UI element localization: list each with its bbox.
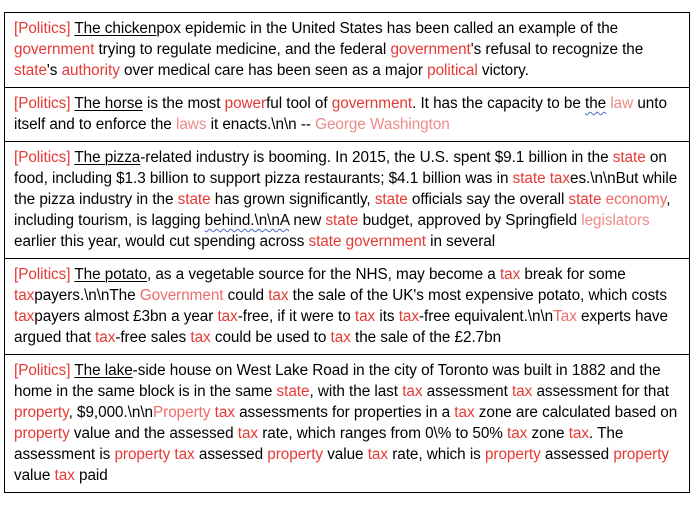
sample-text-cell — [5, 88, 690, 142]
text-segment: assessment — [422, 383, 512, 400]
highlighted-word: Tax — [553, 308, 577, 325]
text-segment: 's — [46, 62, 62, 79]
highlighted-word: tax — [95, 329, 116, 346]
text-segment: payers almost £3bn a year — [34, 308, 218, 325]
highlighted-word: state — [308, 233, 342, 250]
text-segment: value — [323, 446, 368, 463]
text-segment: , including tourism, is lagging — [14, 191, 671, 229]
highlighted-word: tax — [499, 266, 521, 283]
text-segment: rate, which ranges from 0\% to 50% — [258, 425, 508, 442]
prompt-prefix: The potato — [74, 266, 148, 283]
table-row — [5, 259, 690, 355]
highlighted-word: government — [345, 233, 426, 250]
highlighted-word: Property — [153, 404, 211, 421]
text-segment: es.\n\nBut while the pizza industry in the — [14, 170, 678, 208]
text-segment: experts have argued that — [14, 308, 668, 346]
topic-tag: [Politics] — [14, 20, 75, 37]
highlighted-word: tax — [354, 308, 376, 325]
highlighted-word: property — [14, 404, 69, 421]
highlighted-word: tax — [549, 170, 570, 187]
highlighted-word: property — [484, 446, 541, 463]
highlighted-word: tax — [174, 446, 195, 463]
highlighted-word: tax — [454, 404, 475, 421]
highlighted-word: tax — [568, 425, 589, 442]
highlighted-word: property — [114, 446, 171, 463]
highlighted-word: laws — [175, 116, 207, 133]
table-row — [5, 88, 690, 142]
text-segment: behind.\n\nA — [204, 212, 290, 229]
text-segment: could be used to — [210, 329, 331, 346]
highlighted-word: tax — [54, 467, 75, 484]
text-segment: value and the assessed — [69, 425, 238, 442]
highlighted-word: tax — [214, 404, 235, 421]
text-segment: -related industry is booming. In 2015, the U.S. spent $9.1 billion in the — [140, 149, 613, 166]
highlighted-word: property — [14, 425, 70, 442]
highlighted-word: law — [610, 95, 634, 112]
text-segment: , as a vegetable source for the NHS, may become a — [147, 266, 500, 283]
text-segment: -free equivalent.\n\n — [418, 308, 554, 325]
highlighted-word: state — [612, 149, 646, 166]
highlighted-word: tax — [398, 308, 419, 325]
text-segment: -side house on West Lake Road in the city of Toronto was built in 1882 and the home in the same block is in the same — [14, 362, 661, 400]
highlighted-word: George Washington — [315, 116, 450, 133]
text-segment: 's refusal to recognize the — [470, 41, 644, 58]
text-segment: pox epidemic in the United States has been called an example of the — [156, 20, 619, 37]
text-segment: earlier this year, would cut spending across — [14, 233, 309, 250]
text-segment: could — [223, 287, 269, 304]
highlighted-word: government — [14, 41, 95, 58]
generated-text-table — [4, 12, 690, 493]
topic-tag: [Politics] — [14, 362, 75, 379]
sample-text-cell — [5, 259, 690, 355]
table-row — [5, 142, 690, 259]
highlighted-word: state — [177, 191, 211, 208]
text-segment: on food, including $1.3 billion to support pizza restaurants; $4.1 billion was in — [14, 149, 667, 187]
text-segment: payers.\n\nThe — [34, 287, 140, 304]
text-segment: unto itself and to enforce the — [14, 95, 667, 133]
highlighted-word: tax — [402, 383, 423, 400]
highlighted-word: tax — [507, 425, 528, 442]
text-segment: zone — [527, 425, 569, 442]
text-segment: the — [585, 95, 607, 112]
highlighted-word: state — [276, 383, 310, 400]
highlighted-word: Government — [139, 287, 224, 304]
text-segment: its — [375, 308, 399, 325]
highlighted-word: state — [374, 191, 408, 208]
text-segment: paid — [74, 467, 108, 484]
text-segment: assessed — [540, 446, 614, 463]
text-segment: officials say the overall — [407, 191, 569, 208]
topic-tag: [Politics] — [14, 95, 75, 112]
text-segment: the sale of the £2.7bn — [350, 329, 502, 346]
highlighted-word: tax — [268, 287, 289, 304]
highlighted-word: property — [267, 446, 323, 463]
topic-tag: [Politics] — [14, 149, 75, 166]
text-segment: assessed — [194, 446, 268, 463]
table-row — [5, 13, 690, 88]
sample-text-cell — [5, 142, 690, 259]
highlighted-word: economy — [605, 191, 667, 208]
highlighted-word: authority — [61, 62, 120, 79]
text-segment: assessments for properties in a — [234, 404, 455, 421]
highlighted-word: tax — [217, 308, 238, 325]
text-segment: over medical care has been seen as a major — [119, 62, 428, 79]
prompt-prefix: The lake — [74, 362, 133, 379]
text-segment: . It has the capacity to be — [412, 95, 585, 112]
highlighted-word: legislators — [581, 212, 650, 229]
text-segment: trying to regulate medicine, and the federal — [94, 41, 391, 58]
highlighted-word: power — [224, 95, 267, 112]
highlighted-word: tax — [14, 308, 35, 325]
text-segment: in several — [425, 233, 496, 250]
table-row — [5, 355, 690, 493]
prompt-prefix: The chicken — [74, 20, 157, 37]
text-segment: has grown significantly, — [210, 191, 375, 208]
prompt-prefix: The horse — [74, 95, 143, 112]
text-segment: new — [289, 212, 326, 229]
text-segment: assessment for that — [532, 383, 669, 400]
highlighted-word: tax — [14, 287, 35, 304]
highlighted-word: property — [613, 446, 670, 463]
text-segment: -free sales — [115, 329, 191, 346]
text-segment: ful tool of — [266, 95, 332, 112]
prompt-prefix: The pizza — [74, 149, 141, 166]
highlighted-word: state — [512, 170, 546, 187]
table-body — [5, 13, 690, 493]
highlighted-word: state — [325, 212, 359, 229]
text-segment: . The assessment is — [14, 425, 624, 463]
topic-tag: [Politics] — [14, 266, 75, 283]
text-segment: -free, if it were to — [237, 308, 355, 325]
highlighted-word: tax — [237, 425, 259, 442]
text-segment: it enacts.\n\n -- — [206, 116, 316, 133]
text-segment: is the most — [142, 95, 225, 112]
highlighted-word: state — [568, 191, 602, 208]
highlighted-word: tax — [330, 329, 351, 346]
text-segment: , $9,000.\n\n — [68, 404, 153, 421]
text-segment: break for some — [520, 266, 626, 283]
text-segment: victory. — [477, 62, 529, 79]
sample-text-cell — [5, 355, 690, 493]
sample-text-cell — [5, 13, 690, 88]
text-segment: zone are calculated based on — [474, 404, 678, 421]
text-segment: rate, which is — [388, 446, 485, 463]
text-segment: value — [14, 467, 55, 484]
highlighted-word: state — [14, 62, 47, 79]
highlighted-word: government — [390, 41, 471, 58]
highlighted-word: tax — [511, 383, 533, 400]
highlighted-word: tax — [190, 329, 211, 346]
text-segment: , with the last — [309, 383, 403, 400]
text-segment: budget, approved by Springfield — [358, 212, 582, 229]
highlighted-word: political — [427, 62, 478, 79]
highlighted-word: tax — [367, 446, 388, 463]
highlighted-word: government — [331, 95, 413, 112]
text-segment: the sale of the UK's most expensive potato, which costs — [288, 287, 667, 304]
